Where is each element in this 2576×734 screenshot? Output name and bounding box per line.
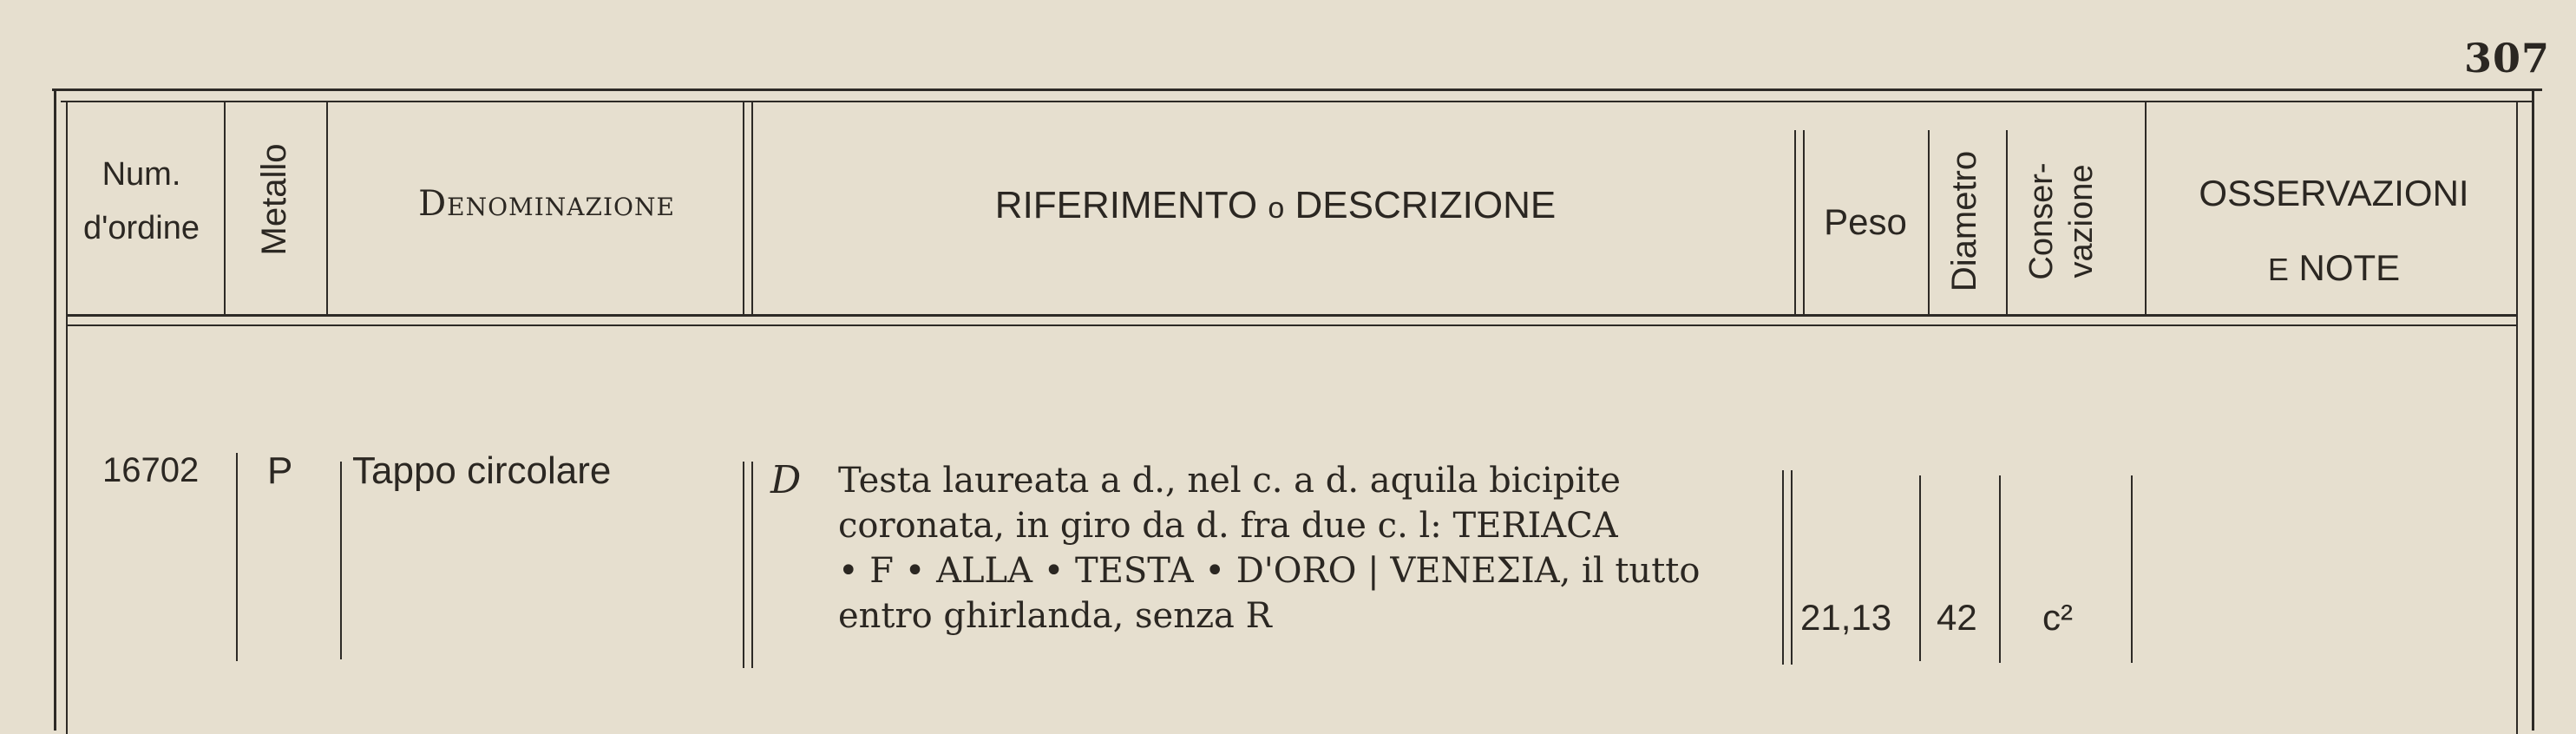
header-peso: Peso [1824, 201, 1907, 242]
header-denominazione: Denominazione [418, 184, 675, 224]
header-metallo-label: Metallo [255, 143, 293, 256]
row-sep-denom [743, 462, 744, 668]
header-osservazioni-label: OSSERVAZIONI [2199, 173, 2469, 213]
header-num-line2: d'ordine [82, 210, 200, 246]
header-num-ordine [68, 147, 215, 255]
desc-line-1: Testa laureata a d., nel c. a d. aquila bicipite [838, 461, 1621, 501]
desc-line-4: entro ghirlanda, senza R [838, 596, 1272, 636]
frame-left-outer [54, 88, 56, 731]
header-conservazione-line2: vazione [2063, 164, 2100, 279]
col-sep-metallo [326, 101, 328, 316]
header-conservazione [2013, 130, 2134, 312]
row-desc-side: D [770, 458, 802, 502]
desc-line-3: • F • ALLA • TESTA • D'ORO | VENEΣIA, il tutto [838, 551, 1701, 591]
header-riferimento [755, 184, 1796, 227]
row-sep-metallo [340, 462, 342, 659]
row-sep-diam [1999, 475, 2001, 663]
frame-right-outer [2532, 88, 2534, 731]
header-separator-inner [66, 324, 2518, 326]
header-conservazione-label [2022, 130, 2101, 312]
header-diametro [1935, 130, 2004, 312]
header-riferimento-o: o [1268, 192, 1285, 225]
header-note-label: NOTE [2298, 247, 2401, 288]
header-note-e: E [2267, 252, 2289, 287]
row-sep-peso [1919, 475, 1921, 661]
page-number: 307 [2463, 35, 2550, 82]
header-diametro-label: Diametro [1945, 150, 1983, 292]
row-sep-cons [2131, 475, 2133, 663]
row-description [838, 458, 1775, 639]
row-denominazione: Tappo circolare [352, 449, 612, 492]
row-num-ordine: 16702 [102, 451, 200, 489]
header-note [2152, 231, 2516, 307]
col-sep-num [224, 101, 226, 316]
frame-right-inner [2516, 101, 2518, 734]
header-osservazioni [2152, 156, 2516, 307]
header-riferimento-b: DESCRIZIONE [1295, 184, 1557, 226]
col-sep-diam [2006, 130, 2008, 316]
row-conservazione: c² [2042, 597, 2073, 638]
row-metallo: P [267, 449, 293, 492]
header-separator-outer [66, 314, 2518, 317]
header-num-line1: Num. [102, 156, 181, 193]
desc-line-2: coronata, in giro da d. fra due c. l: TERIACA [838, 506, 1618, 546]
row-sep-desc [1782, 470, 1784, 665]
frame-top-outer [52, 88, 2542, 91]
header-conservazione-line1: Conser- [2023, 162, 2060, 280]
row-peso: 21,13 [1800, 597, 1892, 638]
frame-top-inner [61, 101, 2533, 102]
header-metallo [239, 121, 318, 295]
row-diametro: 42 [1937, 597, 1977, 638]
header-riferimento-a: RIFERIMENTO [994, 184, 1258, 226]
row-sep-num [236, 453, 238, 661]
col-sep-cons [2145, 101, 2147, 316]
